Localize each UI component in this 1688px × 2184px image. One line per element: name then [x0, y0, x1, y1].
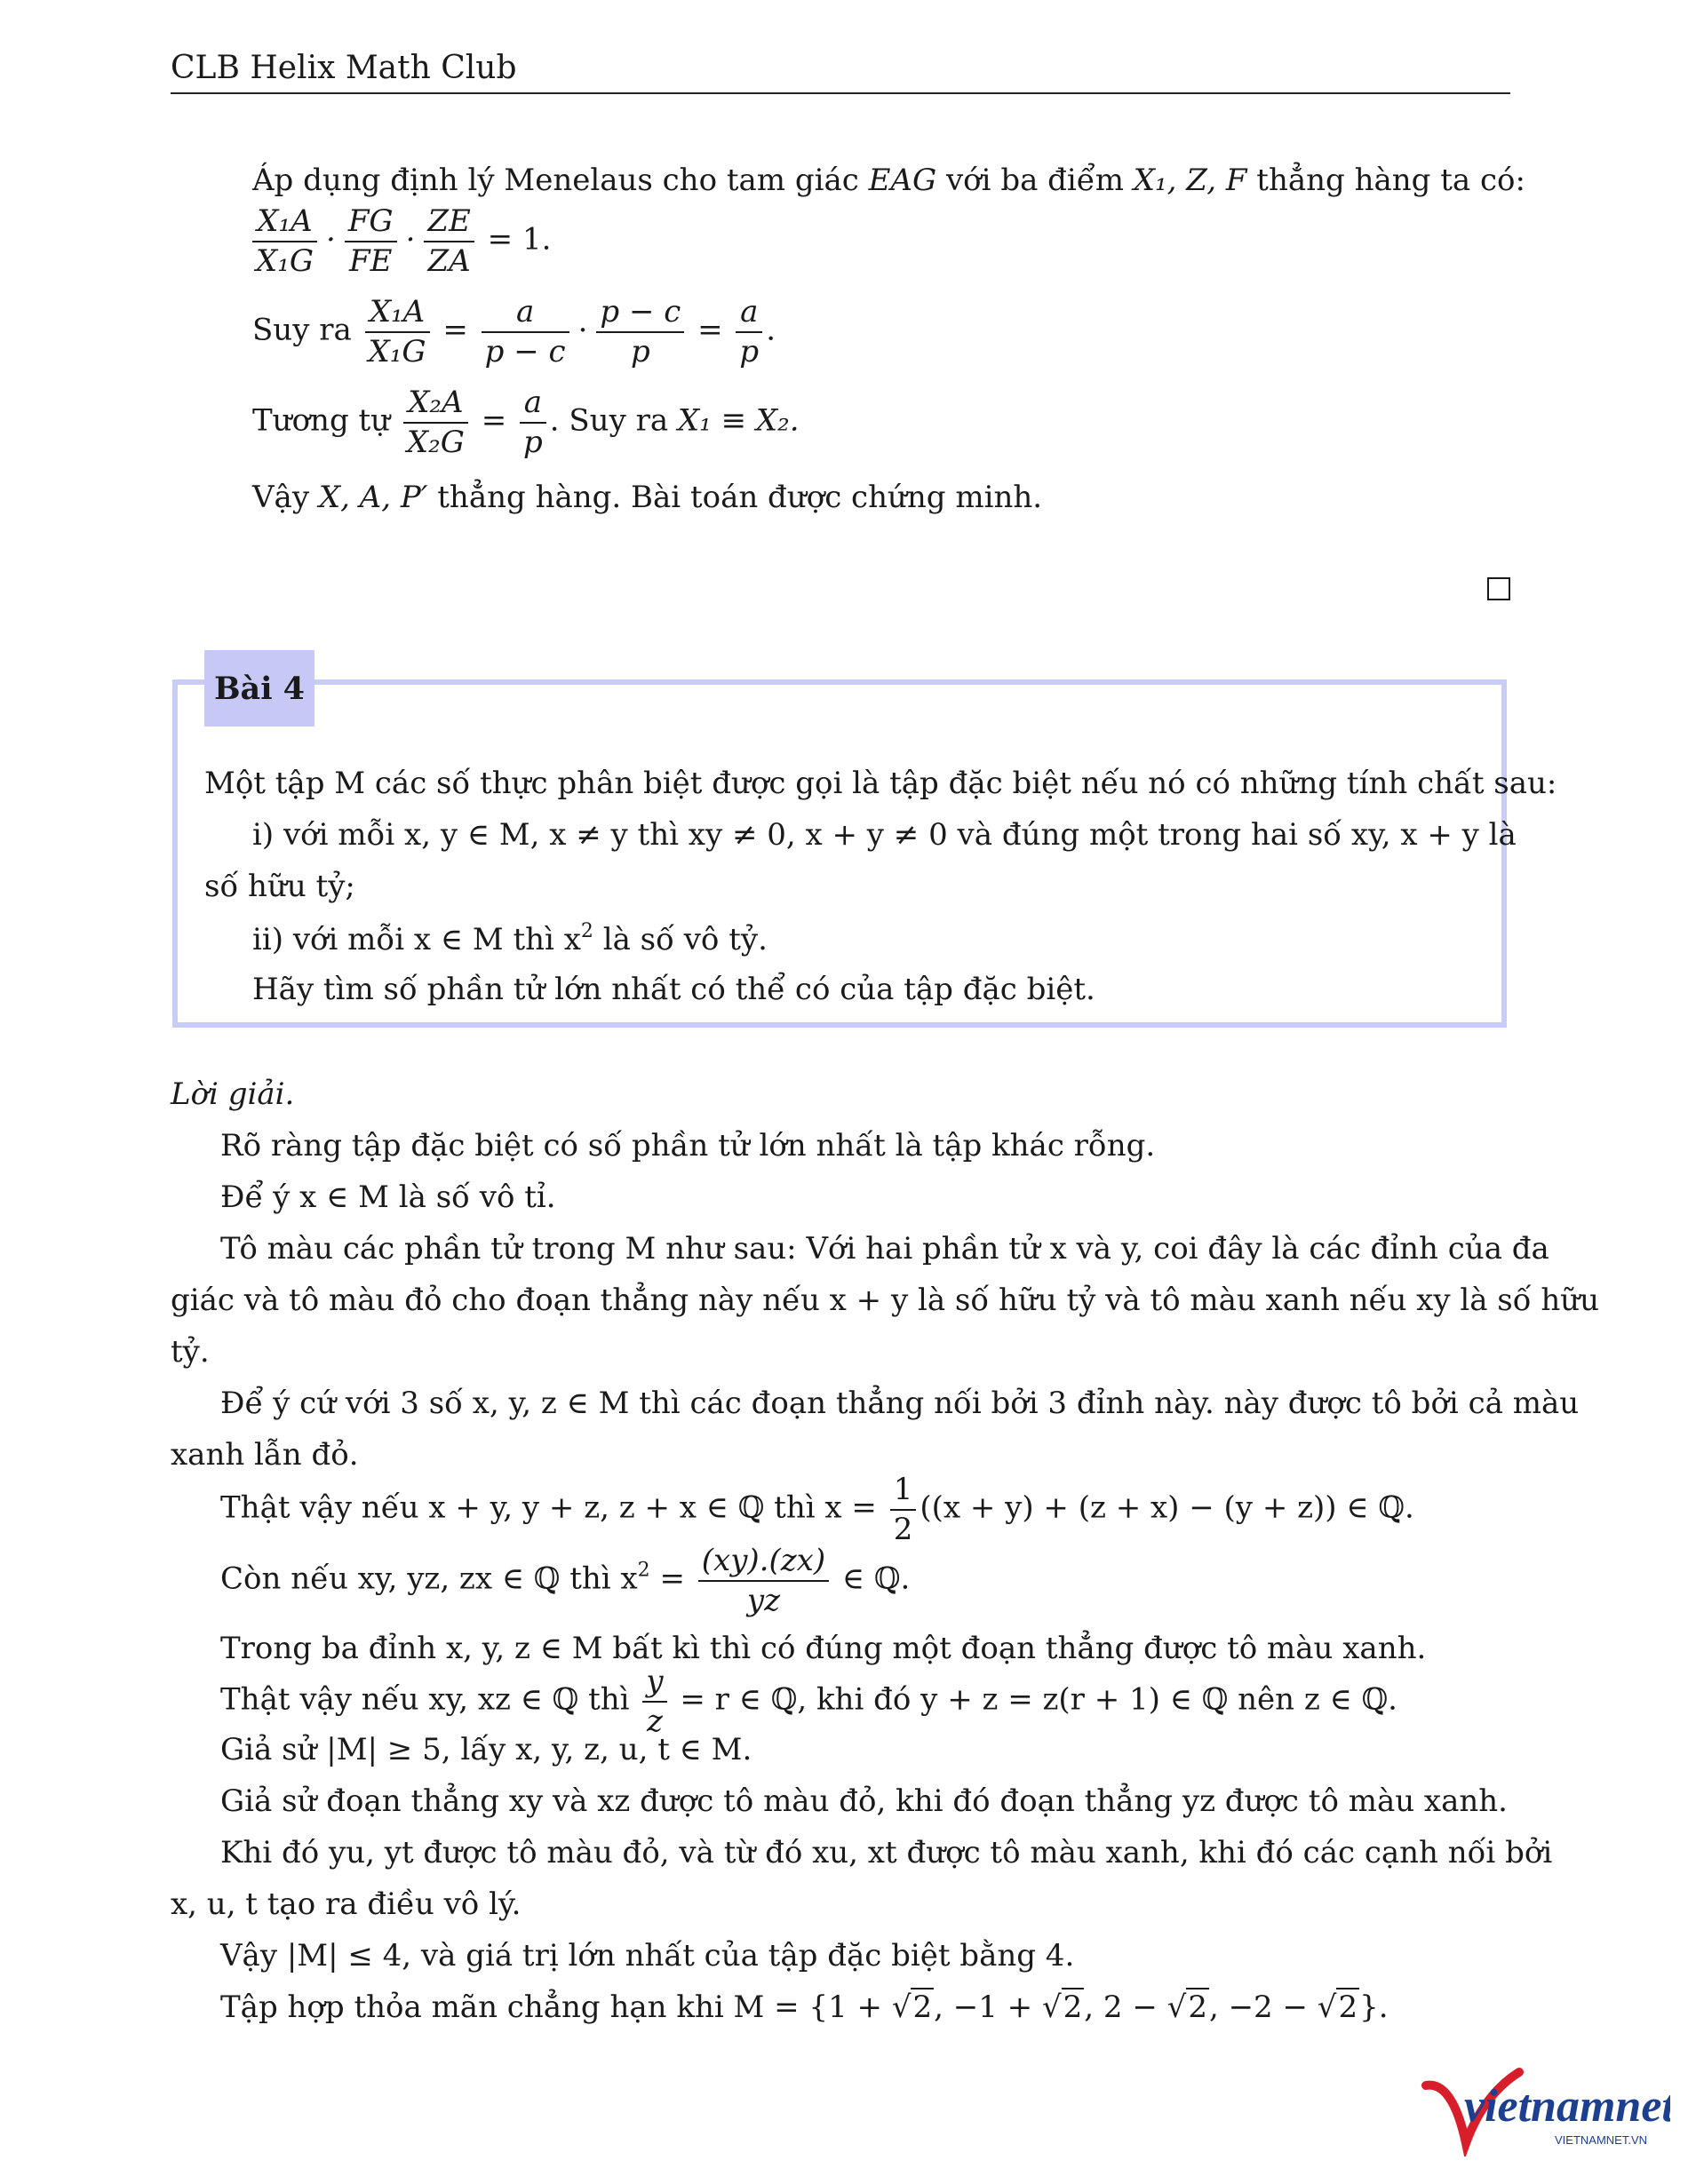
- fraction: $\frac{FG}{FE}$: [345, 203, 397, 280]
- solution-line: Vậy |M| ≤ 4, và giá trị lớn nhất của tập đặc biệt bằng 4.: [220, 1938, 1075, 1974]
- eq3-tail-math: X₁ ≡ X₂.: [677, 402, 800, 439]
- problem-label: Bài 4: [204, 650, 315, 727]
- problem-line-3: số hữu tỷ;: [204, 869, 355, 904]
- solution-line: Để ý x ∈ M là số vô tỉ.: [220, 1179, 556, 1215]
- solution-line: Khi đó yu, yt được tô màu đỏ, và từ đó xu, xt được tô màu xanh, khi đó các cạnh nối bởi: [220, 1835, 1553, 1870]
- header-title: CLB Helix Math Club: [171, 50, 517, 86]
- fraction: $\frac{\text{X₁A}}{\text{X₁G}}$: [252, 203, 317, 280]
- solution-line: Trong ba đỉnh x, y, z ∈ M bất kì thì có đúng một đoạn thẳng được tô màu xanh.: [220, 1631, 1427, 1666]
- eq2-lead: Suy ra: [252, 312, 352, 348]
- solution-line: Giả sử |M| ≥ 5, lấy x, y, z, u, t ∈ M.: [220, 1732, 752, 1767]
- vietnamnet-logo-icon: [1421, 2059, 1670, 2156]
- solution-line: xanh lẫn đỏ.: [171, 1437, 359, 1473]
- menelaus-mid: với ba điểm: [945, 163, 1124, 198]
- solution-line: Thật vậy nếu x + y, y + z, z + x ∈ ℚ thì x = $\frac{1}{2}$ ((x + y) + (z + x) − (y + z)) ∈ ℚ.: [220, 1472, 1414, 1547]
- logo-text: vietnamnet: [1464, 2081, 1670, 2132]
- menelaus-line: [252, 163, 1525, 199]
- solution-line: Rõ ràng tập đặc biệt có số phần tử lớn nhất là tập khác rỗng.: [220, 1128, 1156, 1163]
- solution-line: Để ý cứ với 3 số x, y, z ∈ M thì các đoạn thẳng nối bởi 3 đỉnh này. này được tô bởi cả màu: [220, 1386, 1580, 1421]
- menelaus-intro: Áp dụng định lý Menelaus cho tam giác: [252, 163, 859, 198]
- menelaus-end: thẳng hàng ta có:: [1256, 163, 1525, 198]
- problem-line-4: ii) với mỗi x ∈ M thì $x^2$ là số vô tỷ.: [252, 920, 768, 957]
- solution-line: x, u, t tạo ra điều vô lý.: [171, 1886, 522, 1922]
- solution-line: Tập hợp thỏa mãn chẳng hạn khi M = {1 + √2, −1 + √2, 2 − √2, −2 − √2}.: [220, 1989, 1389, 2025]
- problem-line-2: i) với mỗi x, y ∈ M, x ≠ y thì xy ≠ 0, x + y ≠ 0 và đúng một trong hai số xy, x + y là: [252, 817, 1517, 853]
- solution-line: Tô màu các phần tử trong M như sau: Với hai phần tử x và y, coi đây là các đỉnh của đa: [220, 1231, 1549, 1267]
- header-rule: [171, 92, 1510, 94]
- menelaus-triangle: EAG: [868, 163, 937, 198]
- menelaus-equation: $\frac{\text{X₁A}}{\text{X₁G}}$ · $\frac{FG}{FE}$ · $\frac{ZE}{ZA}$ = 1.: [249, 203, 551, 280]
- problem-line-1: Một tập M các số thực phân biệt được gọi là tập đặc biệt nếu nó có những tính chất sau:: [204, 766, 1557, 801]
- solution-line: Thật vậy nếu xy, xz ∈ ℚ thì $\frac{y}{z}$ = r ∈ ℚ, khi đó y + z = z(r + 1) ∈ ℚ nên z ∈ ℚ.: [220, 1664, 1397, 1739]
- solution-heading: Lời giải.: [171, 1076, 295, 1112]
- suy-ra-equation: Suy ra $\frac{\text{X₁A}}{\text{X₁G}}$ = $\frac{a}{p - c}$ · $\frac{p - c}{p}$ = $\frac{a}{p}$ .: [252, 294, 776, 369]
- fraction: $\frac{ZE}{ZA}$: [424, 203, 474, 280]
- proof-conclusion: Vậy X, A, P′ thẳng hàng. Bài toán được chứng minh.: [252, 480, 1043, 515]
- qed-box: [1487, 577, 1510, 600]
- vietnamnet-logo: [1421, 2059, 1670, 2156]
- logo-subtext: VIETNAMNET.VN: [1555, 2133, 1648, 2147]
- eq3-tail-text: . Suy ra: [549, 402, 669, 439]
- solution-line: tỷ.: [171, 1334, 210, 1370]
- eq3-lead: Tương tự: [252, 402, 391, 439]
- solution-line: giác và tô màu đỏ cho đoạn thẳng này nếu x + y là số hữu tỷ và tô màu xanh nếu xy là số hữu: [171, 1283, 1600, 1318]
- equation-rhs: = 1.: [487, 221, 552, 258]
- menelaus-points: X₁, Z, F: [1133, 163, 1247, 198]
- solution-line: Còn nếu xy, yz, zx ∈ ℚ thì $x^2$ = $\frac{(xy).(zx)}{yz}$ ∈ ℚ.: [220, 1543, 911, 1618]
- solution-line: Giả sử đoạn thẳng xy và xz được tô màu đỏ, khi đó đoạn thẳng yz được tô màu xanh.: [220, 1783, 1508, 1819]
- problem-line-5: Hãy tìm số phần tử lớn nhất có thể có của tập đặc biệt.: [252, 972, 1095, 1007]
- tuong-tu-equation: Tương tự $\frac{\text{X₂A}}{\text{X₂G}}$ = $\frac{a}{p}$ . Suy ra X₁ ≡ X₂.: [252, 385, 800, 460]
